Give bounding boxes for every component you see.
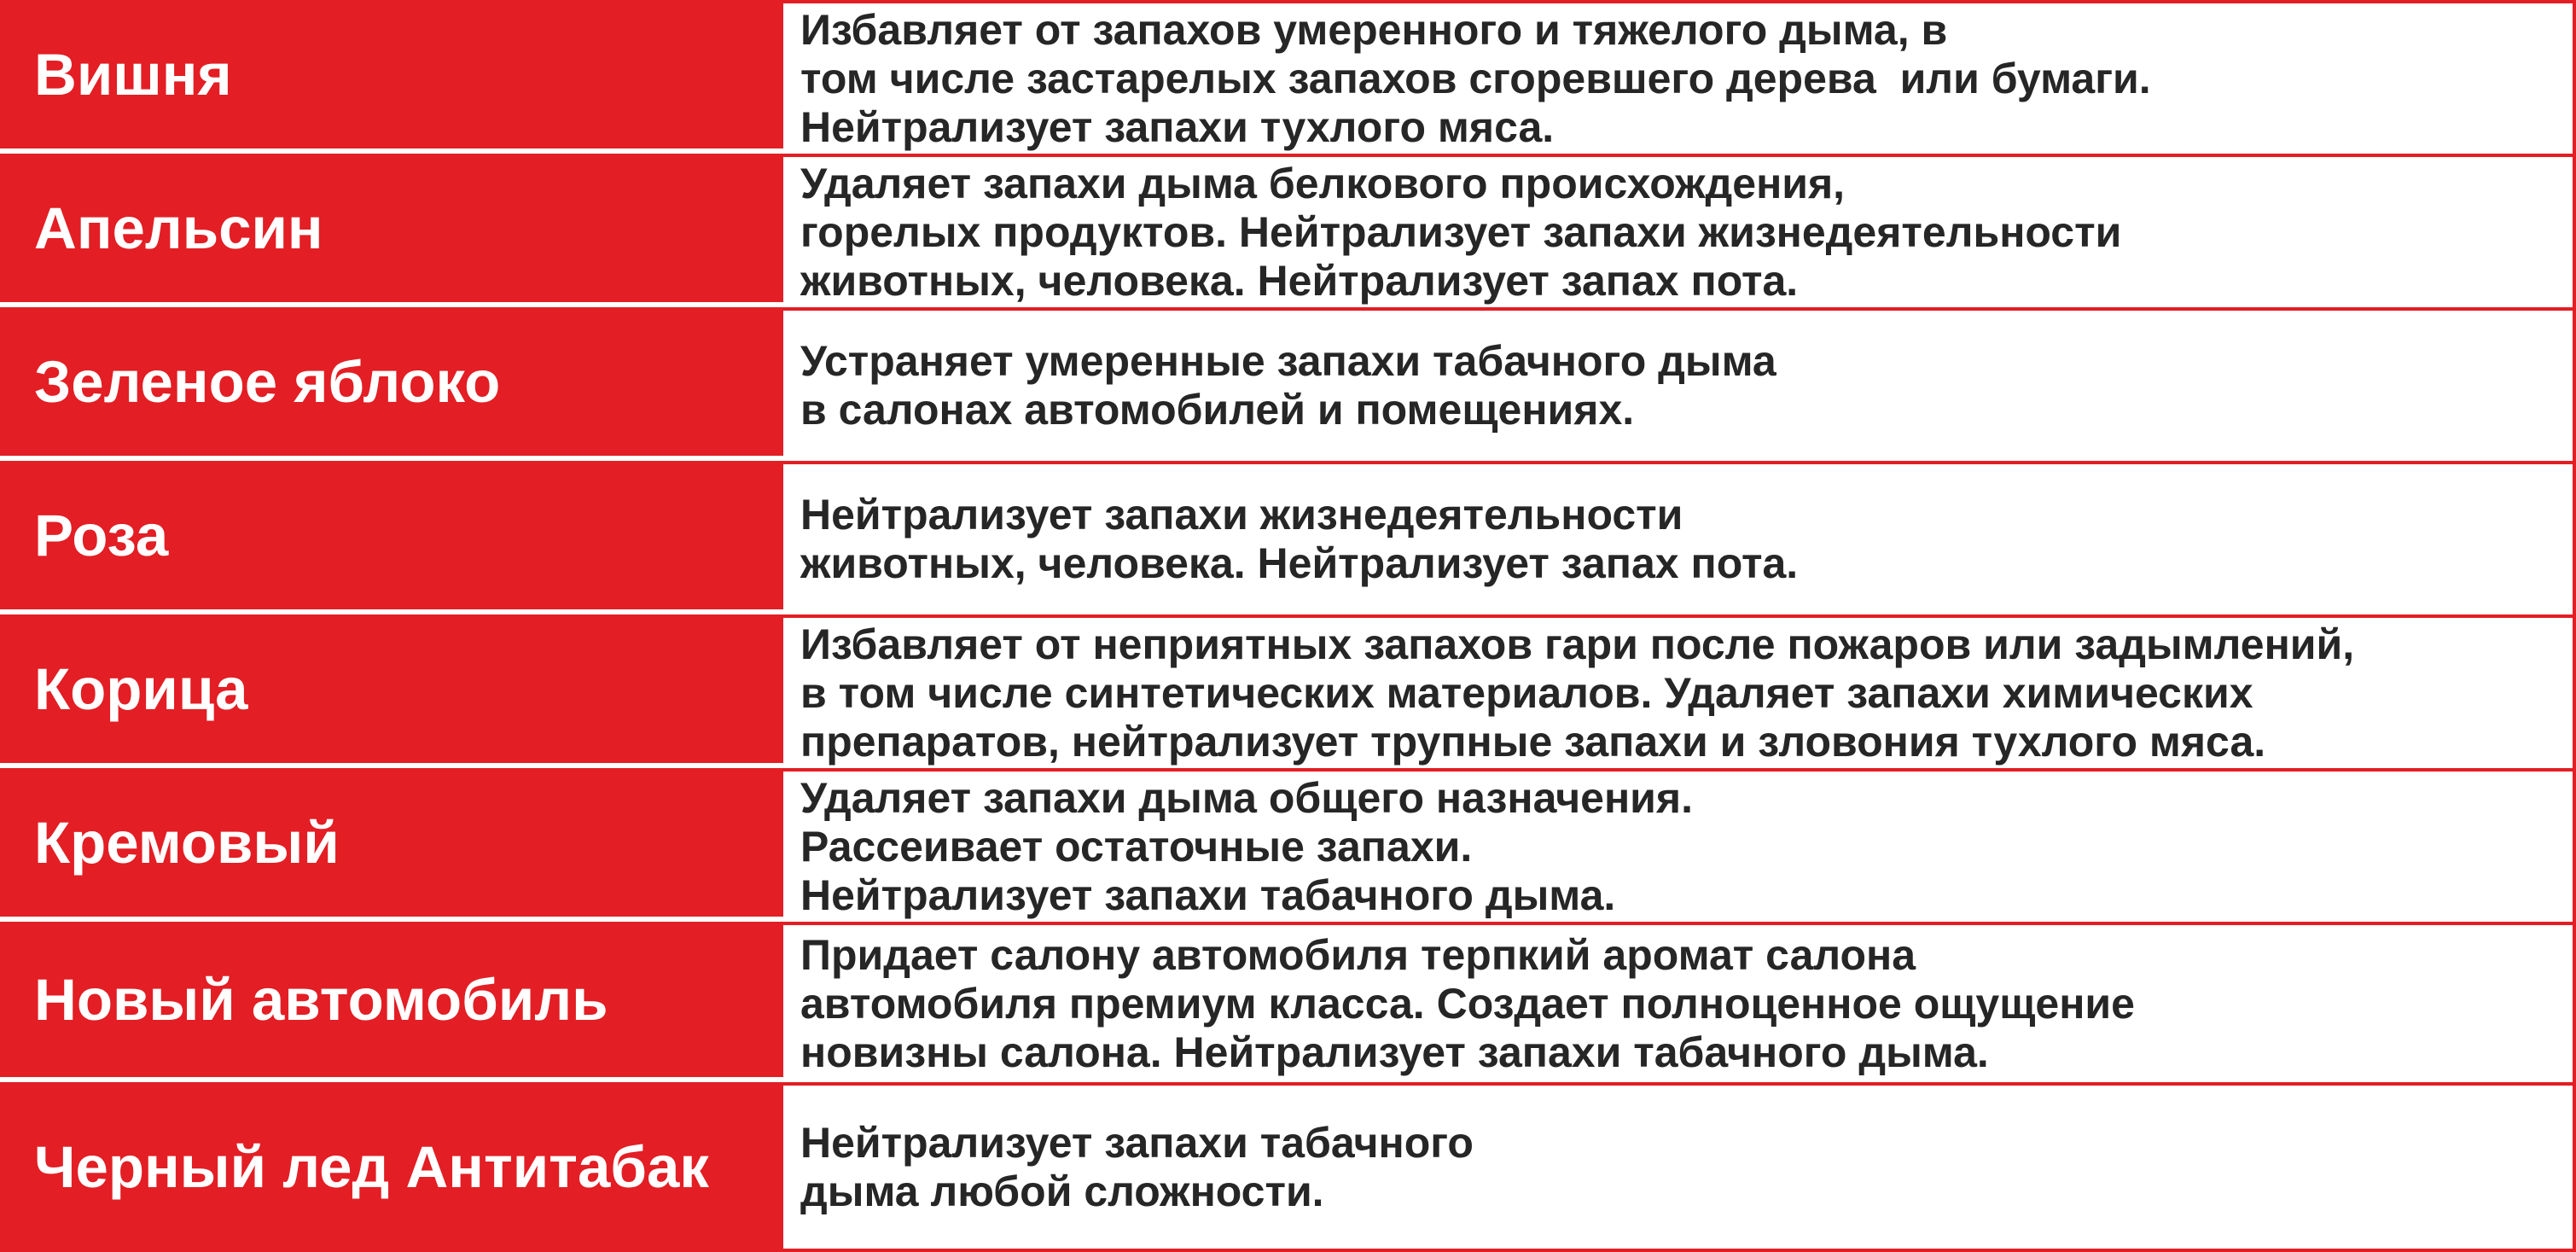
description-line: Придает салону автомобиля терпкий аромат салона	[800, 930, 1916, 979]
description-line: Нейтрализует запахи табачного	[800, 1118, 1474, 1167]
table-row	[0, 1082, 2576, 1252]
fragrance-name-cell	[0, 461, 783, 614]
fragrance-name: Корица	[34, 655, 248, 722]
fragrance-description	[800, 6, 2151, 152]
table-row	[0, 0, 2576, 154]
fragrance-name: Кремовый	[34, 809, 340, 876]
fragrance-name: Черный лед Антитабак	[34, 1134, 709, 1200]
fragrance-description-cell	[783, 922, 2576, 1082]
fragrance-name-cell	[0, 922, 783, 1082]
description-line: том числе застарелых запахов сгоревшего дерева или бумаги.	[800, 54, 2151, 102]
fragrance-name-cell	[0, 768, 783, 922]
fragrance-description-cell	[783, 307, 2576, 461]
fragrance-description-cell	[783, 1082, 2576, 1252]
fragrance-name: Вишня	[34, 41, 232, 108]
description-line: Нейтрализует запахи жизнедеятельности	[800, 491, 1683, 539]
fragrance-description	[800, 160, 2121, 306]
fragrance-name-cell	[0, 614, 783, 768]
fragrance-description	[800, 931, 2135, 1077]
fragrance-description	[800, 1119, 1474, 1216]
fragrance-description-cell	[783, 0, 2576, 154]
table-row	[0, 154, 2576, 307]
description-line: животных, человека. Нейтрализует запах пота.	[800, 539, 1799, 587]
description-line: Удаляет запахи дыма белкового происхождения,	[800, 159, 1846, 207]
description-line: Устраняет умеренные запахи табачного дыма	[800, 337, 1776, 385]
fragrance-name: Роза	[34, 502, 169, 568]
fragrance-description-cell	[783, 768, 2576, 922]
fragrance-name: Апельсин	[34, 195, 323, 261]
fragrance-name: Новый автомобиль	[34, 966, 608, 1033]
fragrance-description-cell	[783, 461, 2576, 614]
description-line: препаратов, нейтрализует трупные запахи и зловония тухлого мяса.	[800, 717, 2266, 766]
table-row	[0, 922, 2576, 1082]
fragrance-description	[800, 774, 1693, 920]
fragrance-name: Зеленое яблоко	[34, 348, 501, 415]
description-line: Избавляет от неприятных запахов гари после пожаров или задымлений,	[800, 620, 2355, 668]
description-line: Рассеивает остаточные запахи.	[800, 822, 1473, 871]
description-line: животных, человека. Нейтрализует запах пота.	[800, 256, 1799, 305]
description-line: в том числе синтетических материалов. Удаляет запахи химических	[800, 668, 2253, 717]
description-line: дыма любой сложности.	[800, 1167, 1324, 1215]
fragrance-name-cell	[0, 1082, 783, 1252]
table-row	[0, 768, 2576, 922]
fragrance-description	[800, 491, 1798, 588]
description-line: Избавляет от запахов умеренного и тяжелого дыма, в	[800, 5, 1948, 54]
description-line: горелых продуктов. Нейтрализует запахи жизнедеятельности	[800, 207, 2122, 256]
table-row	[0, 307, 2576, 461]
fragrance-description	[800, 337, 1776, 434]
description-line: новизны салона. Нейтрализует запахи табачного дыма.	[800, 1028, 1989, 1076]
description-line: Удаляет запахи дыма общего назначения.	[800, 773, 1693, 822]
fragrance-description-cell	[783, 614, 2576, 768]
description-line: автомобиля премиум класса. Создает полноценное ощущение	[800, 979, 2135, 1028]
fragrance-description-cell	[783, 154, 2576, 307]
fragrance-name-cell	[0, 307, 783, 461]
description-line: Нейтрализует запахи тухлого мяса.	[800, 102, 1555, 151]
fragrance-name-cell	[0, 0, 783, 154]
fragrance-name-cell	[0, 154, 783, 307]
table-row	[0, 461, 2576, 614]
table-row	[0, 614, 2576, 768]
description-line: в салонах автомобилей и помещениях.	[800, 386, 1635, 434]
description-line: Нейтрализует запахи табачного дыма.	[800, 871, 1616, 919]
fragrance-description	[800, 620, 2354, 766]
